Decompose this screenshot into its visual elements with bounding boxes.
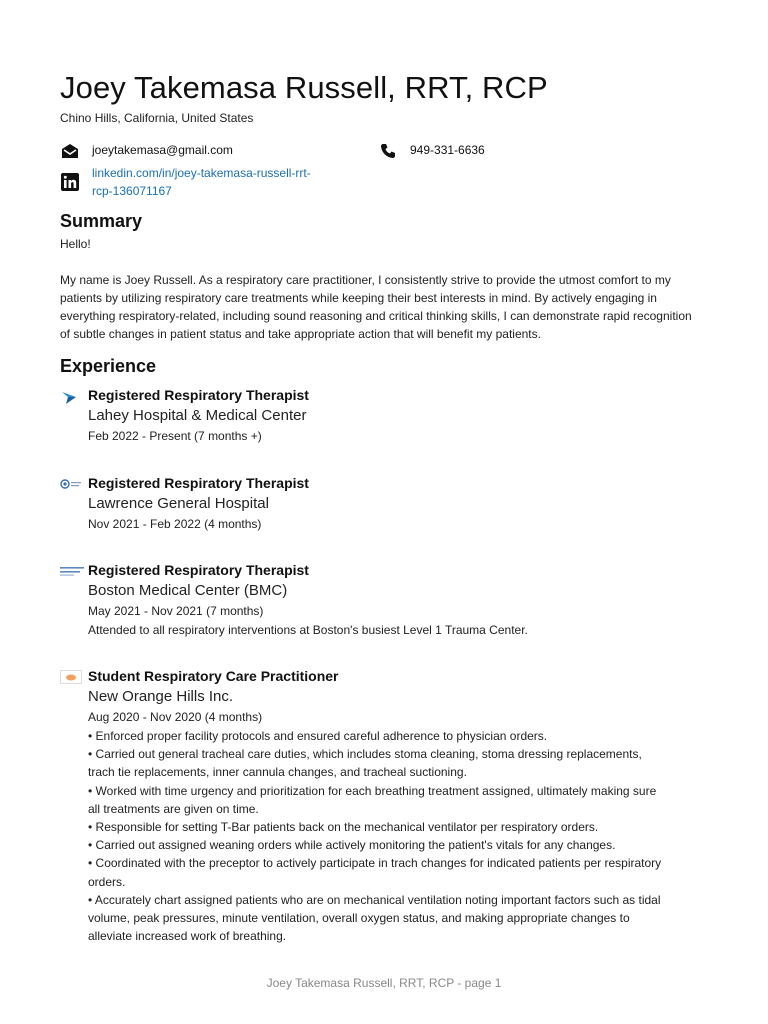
- job-company: Lahey Hospital & Medical Center: [88, 407, 307, 424]
- candidate-name: Joey Takemasa Russell, RRT, RCP: [60, 70, 548, 105]
- job-dates: Feb 2022 - Present (7 months +): [88, 429, 262, 443]
- linkedin-link[interactable]: [92, 164, 311, 200]
- candidate-location: Chino Hills, California, United States: [60, 111, 254, 125]
- bullet-item: • Worked with time urgency and prioritization for each breathing treatment assigned, ultimately making sure all treatments are given on time.: [88, 783, 657, 816]
- job-company: New Orange Hills Inc.: [88, 688, 234, 705]
- bullet-item: • Carried out general tracheal care duties, which includes stoma cleaning, stoma dressing replacements, trach tie replacements, inner cannula changes, and tracheal suctioning.: [88, 747, 642, 780]
- email-text[interactable]: joeytakemasa@gmail.com: [92, 143, 233, 157]
- job-title: Student Respiratory Care Practitioner: [88, 668, 339, 684]
- job-description: Attended to all respiratory interventions at Boston's busiest Level 1 Trauma Center.: [88, 623, 528, 637]
- phone-text[interactable]: 949-331-6636: [410, 143, 485, 157]
- bmc-logo-icon: [60, 564, 82, 580]
- linkedin-line-1[interactable]: linkedin.com/in/joey-takemasa-russell-rrt-: [92, 166, 311, 180]
- bullet-item: • Coordinated with the preceptor to actively participate in trach changes for indicated patients per respiratory orders.: [88, 856, 662, 889]
- job-dates: Nov 2021 - Feb 2022 (4 months): [88, 517, 262, 531]
- summary-heading: Summary: [60, 211, 143, 231]
- linkedin-icon: [60, 172, 80, 192]
- job-dates: May 2021 - Nov 2021 (7 months): [88, 604, 264, 618]
- bullet-item: • Accurately chart assigned patients who are on mechanical ventilation noting important factors such as tidal volume, peak pressures, minute ventilation, overall oxygen status, and making appropriate changes to alleviate increased work of breathing.: [88, 892, 661, 944]
- job-title: Registered Respiratory Therapist: [88, 387, 309, 403]
- bullet-item: • Responsible for setting T-Bar patients back on the mechanical ventilator per respiratory orders.: [88, 820, 599, 835]
- job-title: Registered Respiratory Therapist: [88, 562, 309, 578]
- contact-phone: [378, 141, 485, 161]
- bullet-item: • Enforced proper facility protocols and ensured careful adherence to physician orders.: [88, 729, 548, 743]
- linkedin-line-2[interactable]: rcp-136071167: [92, 184, 172, 198]
- new-orange-hills-logo-icon: [60, 670, 82, 686]
- summary-body: My name is Joey Russell. As a respiratory care practitioner, I consistently strive to provide the utmost comfort to my patients by utilizing respiratory care treatments while keeping their best interests in mind. By actively engaging in everything respiratory-related, including sound reasoning and critical thinking skills, I can demonstrate rapid recognition of subtle changes in patient status and take appropriate action that will benefit my patients.: [60, 273, 692, 341]
- lahey-logo-icon: [60, 389, 82, 405]
- page-footer: Joey Takemasa Russell, RRT, RCP - page 1: [266, 976, 502, 990]
- contact-linkedin[interactable]: [60, 164, 311, 200]
- job-bullets: [88, 727, 668, 945]
- envelope-icon: [60, 141, 80, 161]
- experience-heading: Experience: [60, 356, 157, 376]
- bullet-item: • Carried out assigned weaning orders while actively monitoring the patient's vitals for any changes.: [88, 838, 616, 853]
- lawrence-logo-icon: [60, 477, 82, 493]
- job-company: Lawrence General Hospital: [88, 495, 269, 512]
- job-company: Boston Medical Center (BMC): [88, 582, 288, 599]
- summary-greeting: Hello!: [60, 237, 91, 251]
- contact-email: [60, 141, 233, 161]
- phone-icon: [378, 141, 398, 161]
- job-title: Registered Respiratory Therapist: [88, 475, 309, 491]
- job-dates: Aug 2020 - Nov 2020 (4 months): [88, 710, 263, 724]
